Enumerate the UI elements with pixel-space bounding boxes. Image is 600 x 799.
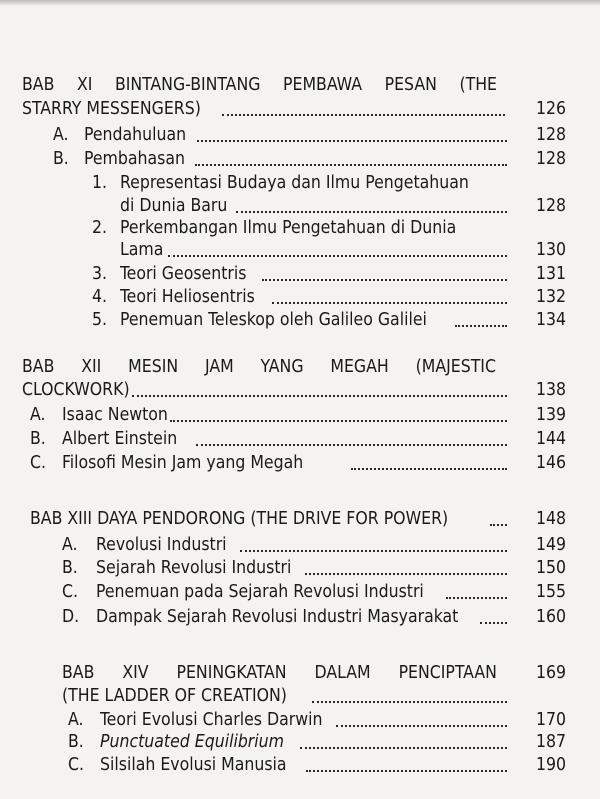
title-word: BAB bbox=[22, 75, 55, 95]
page-number: 128 bbox=[535, 196, 566, 216]
title-word: (MAJESTIC bbox=[415, 357, 496, 377]
dot-leader bbox=[336, 725, 507, 727]
subsection-title-line2: di Dunia Baru bbox=[120, 196, 228, 216]
title-word: BAB bbox=[22, 357, 55, 377]
section-title: Revolusi Industri bbox=[96, 535, 227, 555]
page-number: 150 bbox=[535, 558, 566, 578]
chapter-title-line2: (THE LADDER OF CREATION) bbox=[62, 686, 287, 706]
page-number: 149 bbox=[535, 535, 566, 555]
subsection-title-line1: Representasi Budaya dan Ilmu Pengetahuan bbox=[120, 173, 469, 193]
dot-leader bbox=[132, 395, 507, 397]
section-title: Teori Evolusi Charles Darwin bbox=[100, 710, 323, 730]
toc-entry[interactable] bbox=[0, 555, 600, 581]
page-edge-shadow bbox=[0, 0, 600, 6]
subsection-title: Penemuan Teleskop oleh Galileo Galilei bbox=[120, 310, 427, 330]
section-title: Punctuated Equilibrium bbox=[100, 732, 284, 752]
title-word: MEGAH bbox=[330, 357, 389, 377]
page-number: 169 bbox=[535, 663, 566, 683]
toc-entry[interactable] bbox=[0, 506, 600, 532]
page-number: 126 bbox=[535, 99, 566, 119]
dot-leader bbox=[236, 211, 507, 213]
dot-leader bbox=[312, 701, 507, 703]
toc-entry[interactable] bbox=[0, 604, 600, 630]
section-marker: C. bbox=[68, 755, 84, 775]
dot-leader bbox=[300, 747, 507, 749]
toc-entry[interactable] bbox=[0, 683, 600, 709]
title-word: BAB bbox=[62, 663, 95, 683]
page-number: 134 bbox=[535, 310, 566, 330]
page-number: 144 bbox=[535, 429, 566, 449]
toc-entry[interactable] bbox=[0, 450, 600, 476]
subsection-title-line2: Lama bbox=[120, 240, 164, 260]
title-word: PENINGKATAN bbox=[176, 663, 287, 683]
dot-leader bbox=[195, 164, 507, 166]
dot-leader bbox=[240, 550, 507, 552]
section-title: Sejarah Revolusi Industri bbox=[96, 558, 292, 578]
title-word: XIV bbox=[122, 663, 149, 683]
section-title: Pendahuluan bbox=[84, 125, 187, 145]
toc-entry[interactable] bbox=[0, 146, 600, 172]
chapter-title-line2: STARRY MESSENGERS) bbox=[22, 99, 201, 119]
toc-entry[interactable] bbox=[0, 377, 600, 403]
dot-leader bbox=[455, 325, 507, 327]
page-number: 132 bbox=[535, 287, 566, 307]
page-number: 160 bbox=[535, 607, 566, 627]
page-number: 138 bbox=[535, 380, 566, 400]
section-title: Isaac Newton bbox=[62, 405, 168, 425]
toc-entry[interactable] bbox=[0, 307, 600, 333]
subsection-title: Teori Geosentris bbox=[120, 264, 247, 284]
chapter-title-line2: CLOCKWORK) bbox=[22, 380, 130, 400]
chapter-title: BAB XIII DAYA PENDORONG (THE DRIVE FOR POWER) bbox=[30, 509, 449, 529]
page-number: 139 bbox=[535, 405, 566, 425]
title-word: PEMBAWA bbox=[283, 75, 363, 95]
subsection-title: Teori Heliosentris bbox=[120, 287, 255, 307]
subsection-marker: 5. bbox=[92, 310, 108, 330]
section-marker: A. bbox=[30, 405, 46, 425]
section-marker: B. bbox=[68, 732, 84, 752]
section-title: Pembahasan bbox=[84, 149, 186, 169]
section-title: Filosofi Mesin Jam yang Megah bbox=[62, 453, 304, 473]
page-number: 128 bbox=[535, 149, 566, 169]
toc-entry[interactable] bbox=[0, 579, 600, 605]
subsection-marker: 4. bbox=[92, 287, 108, 307]
subsection-marker: 1. bbox=[92, 173, 108, 193]
toc-entry[interactable] bbox=[0, 122, 600, 148]
dot-leader bbox=[196, 444, 507, 446]
dot-leader bbox=[170, 420, 507, 422]
section-marker: C. bbox=[30, 453, 46, 473]
dot-leader bbox=[305, 573, 507, 575]
subsection-title-line1: Perkembangan Ilmu Pengetahuan di Dunia bbox=[120, 218, 457, 238]
subsection-marker: 3. bbox=[92, 264, 108, 284]
dot-leader bbox=[168, 255, 507, 257]
subsection-marker: 2. bbox=[92, 218, 108, 238]
dot-leader bbox=[351, 468, 507, 470]
toc-entry[interactable] bbox=[0, 426, 600, 452]
title-word: PESAN bbox=[384, 75, 437, 95]
dot-leader bbox=[262, 279, 507, 281]
page-number: 170 bbox=[535, 710, 566, 730]
dot-leader bbox=[490, 524, 507, 526]
title-word: DALAM bbox=[314, 663, 371, 683]
section-marker: C. bbox=[62, 582, 78, 602]
section-marker: B. bbox=[53, 149, 69, 169]
section-marker: A. bbox=[62, 535, 78, 555]
section-title: Albert Einstein bbox=[62, 429, 178, 449]
page-number: 155 bbox=[535, 582, 566, 602]
section-marker: D. bbox=[62, 607, 80, 627]
dot-leader bbox=[197, 140, 507, 142]
section-title: Penemuan pada Sejarah Revolusi Industri bbox=[96, 582, 424, 602]
title-word: JAM bbox=[204, 357, 234, 377]
title-word: (THE bbox=[459, 75, 497, 95]
title-word: BINTANG-BINTANG bbox=[114, 75, 261, 95]
dot-leader bbox=[446, 597, 507, 599]
chapter-heading bbox=[0, 72, 600, 98]
dot-leader bbox=[480, 622, 507, 624]
dot-leader bbox=[306, 770, 507, 772]
title-word: XI bbox=[76, 75, 93, 95]
toc-entry[interactable] bbox=[0, 96, 600, 122]
chapter-title-line1 bbox=[22, 72, 497, 98]
section-marker: B. bbox=[62, 558, 78, 578]
dot-leader bbox=[222, 114, 505, 116]
section-title: Dampak Sejarah Revolusi Industri Masyarakat bbox=[96, 607, 459, 627]
section-marker: A. bbox=[68, 710, 84, 730]
section-title: Silsilah Evolusi Manusia bbox=[100, 755, 287, 775]
dot-leader bbox=[272, 302, 507, 304]
title-word: YANG bbox=[260, 357, 304, 377]
page-number: 190 bbox=[535, 755, 566, 775]
toc-entry[interactable] bbox=[0, 237, 600, 263]
page-number: 128 bbox=[535, 125, 566, 145]
title-word: XII bbox=[81, 357, 102, 377]
toc-entry[interactable] bbox=[0, 752, 600, 778]
page-number: 187 bbox=[535, 732, 566, 752]
title-word: PENCIPTAAN bbox=[398, 663, 497, 683]
page-number: 148 bbox=[535, 509, 566, 529]
page-number: 130 bbox=[535, 240, 566, 260]
title-word: MESIN bbox=[128, 357, 179, 377]
page-number: 131 bbox=[535, 264, 566, 284]
section-marker: A. bbox=[53, 125, 69, 145]
page-number: 146 bbox=[535, 453, 566, 473]
toc-entry[interactable] bbox=[0, 402, 600, 428]
section-marker: B. bbox=[30, 429, 46, 449]
